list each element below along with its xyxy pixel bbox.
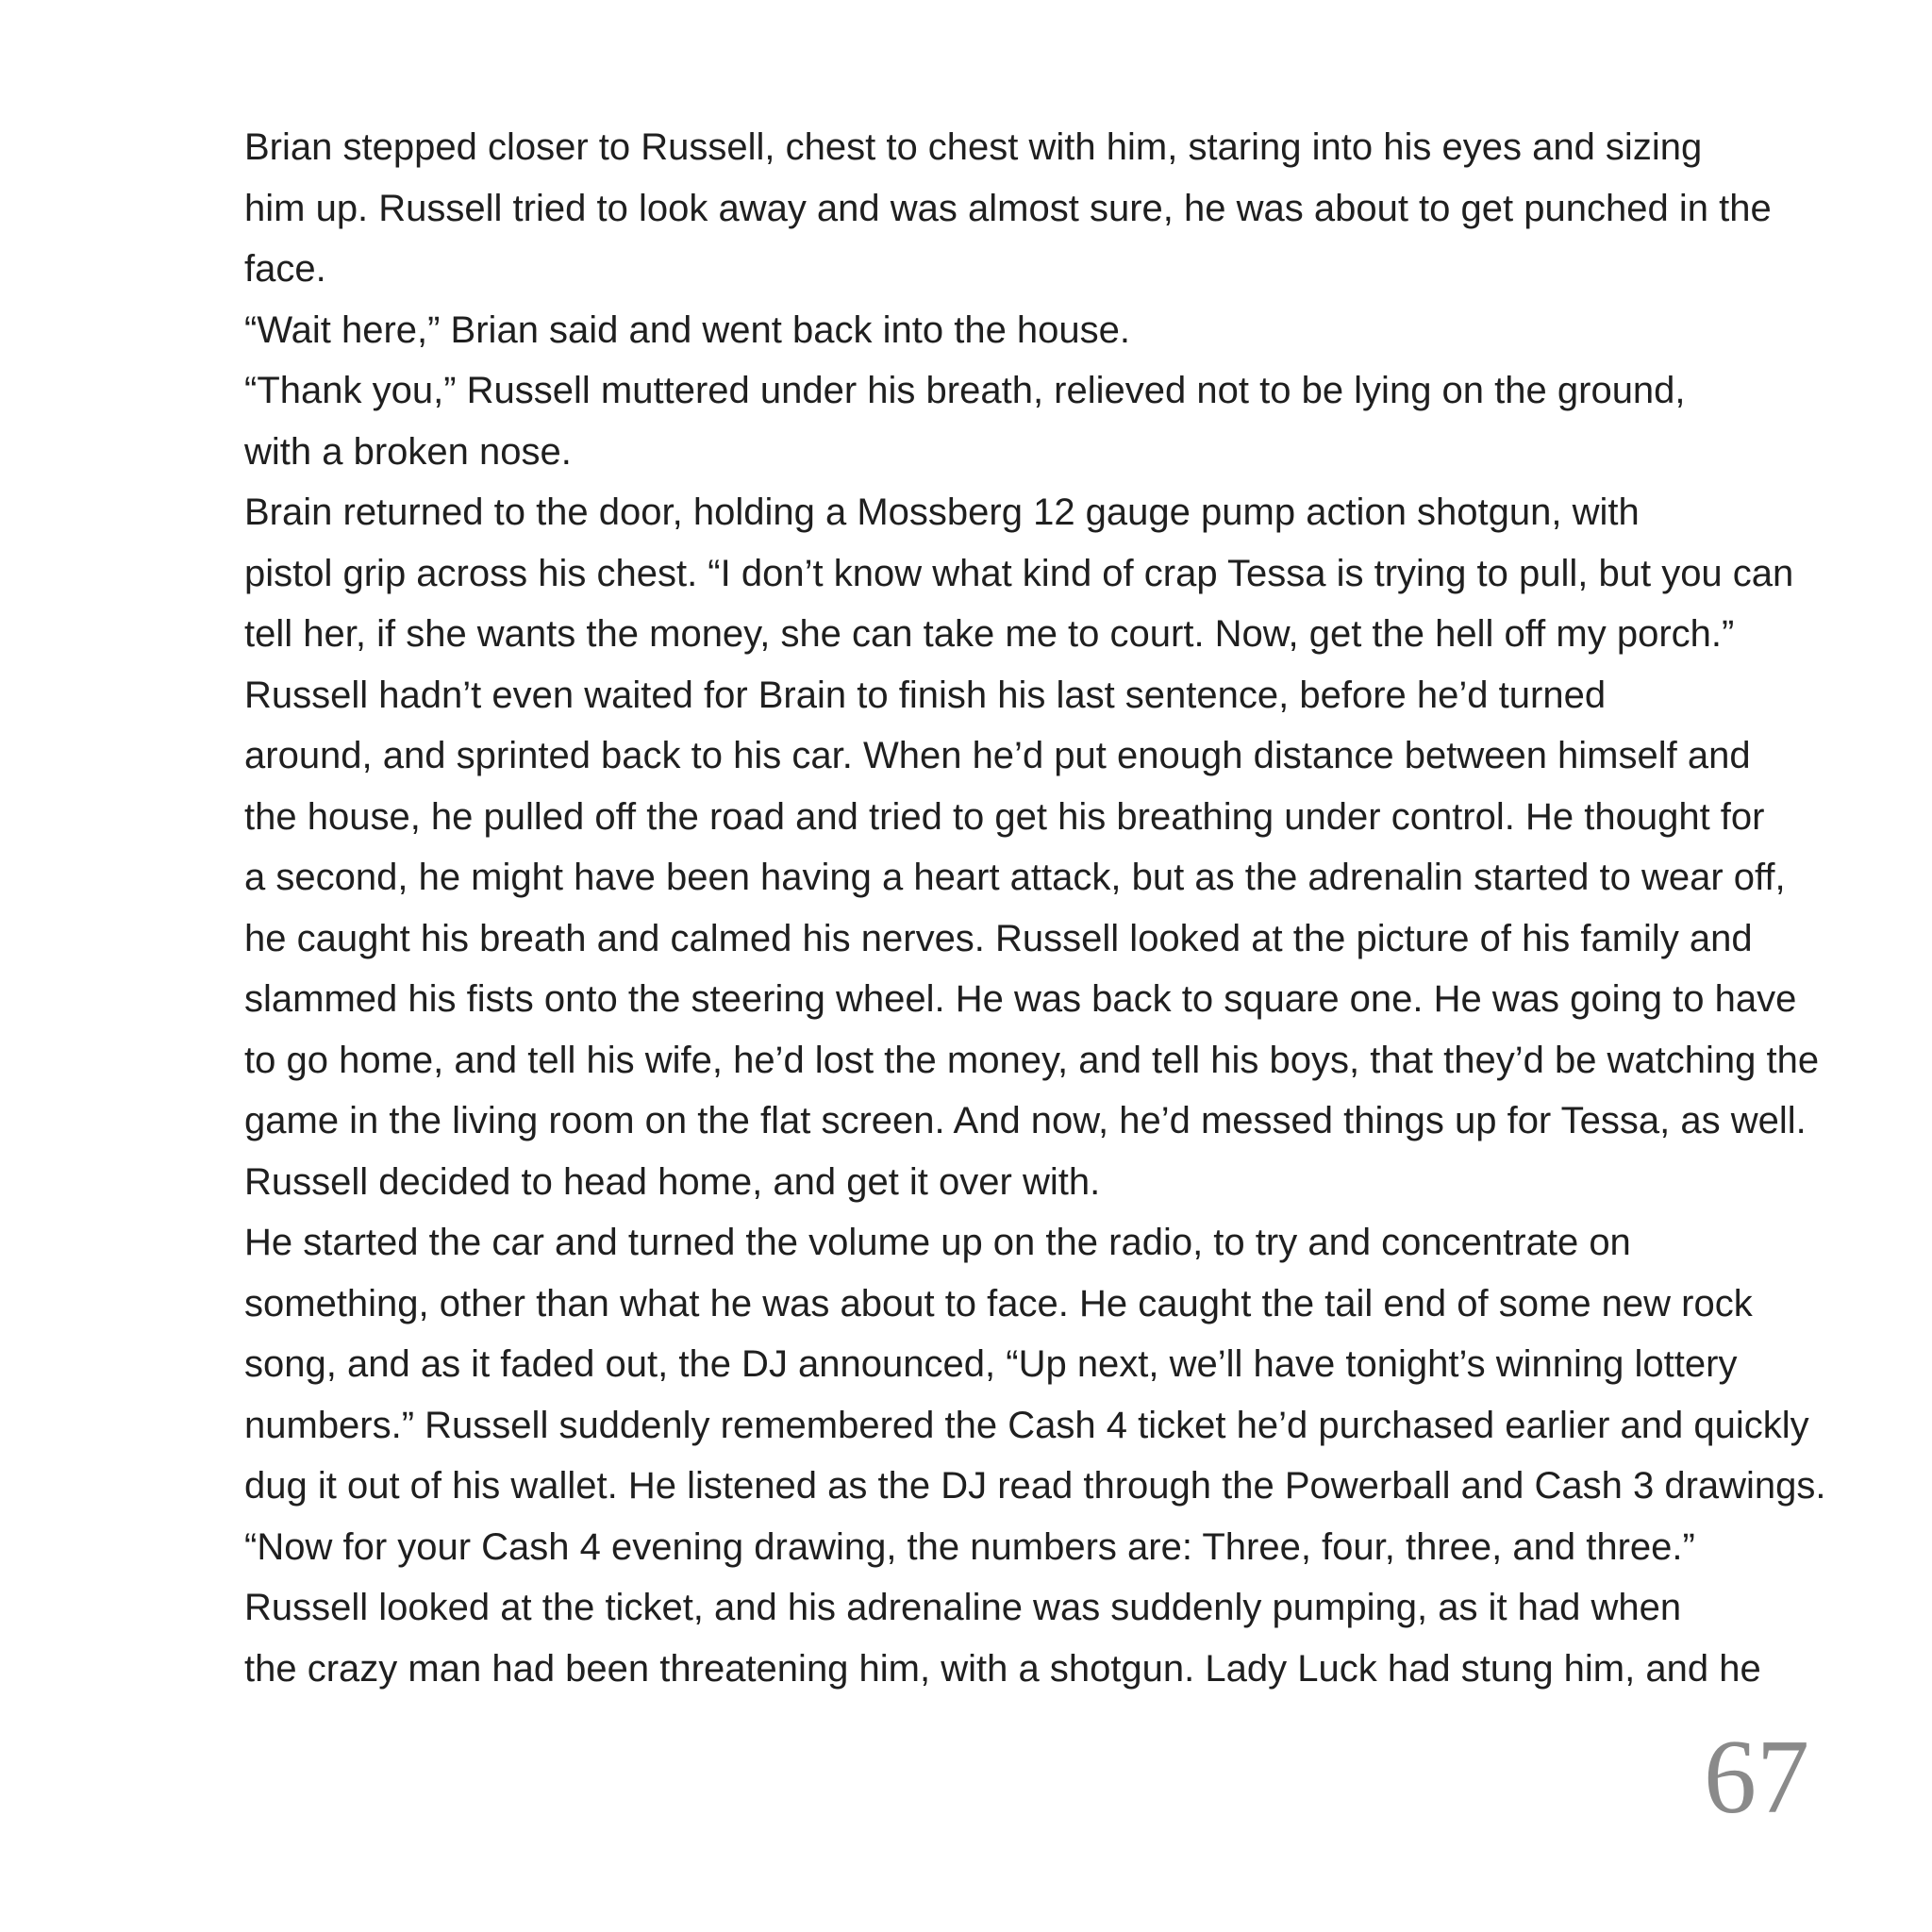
paragraph <box>122 117 1840 300</box>
text-line: pistol grip across his chest. “I don’t know what kind of crap Tessa is trying to pull, but you can <box>244 552 1794 594</box>
text-line: Brain returned to the door, holding a Mossberg 12 gauge pump action shotgun, with <box>244 491 1640 533</box>
paragraph <box>122 360 1840 482</box>
text-line: song, and as it faded out, the DJ announced, “Up next, we’ll have tonight’s winning lottery <box>244 1343 1738 1385</box>
text-line: Brian stepped closer to Russell, chest to chest with him, staring into his eyes and sizing <box>244 126 1703 168</box>
text-line: face. <box>244 248 326 290</box>
text-line: the house, he pulled off the road and tried to get his breathing under control. He thought for <box>244 795 1765 838</box>
text-line: to go home, and tell his wife, he’d lost the money, and tell his boys, that they’d be watching the <box>244 1039 1820 1081</box>
text-line: with a broken nose. <box>244 430 572 473</box>
paragraph <box>122 482 1840 665</box>
paragraph <box>122 1212 1840 1517</box>
paragraph <box>122 1577 1840 1699</box>
text-line: him up. Russell tried to look away and was almost sure, he was about to get punched in the <box>244 187 1772 229</box>
text-line: numbers.” Russell suddenly remembered the Cash 4 ticket he’d purchased earlier and quickly <box>244 1404 1809 1446</box>
text-line: game in the living room on the flat screen. And now, he’d messed things up for Tessa, as well. <box>244 1100 1807 1141</box>
text-line: dug it out of his wallet. He listened as the DJ read through the Powerball and Cash 3 drawings. <box>244 1465 1826 1507</box>
text-line: around, and sprinted back to his car. When he’d put enough distance between himself and <box>244 735 1751 776</box>
page-number: 67 <box>1704 1719 1809 1836</box>
text-line: “Wait here,” Brian said and went back into the house. <box>244 308 1131 351</box>
text-line: Russell hadn’t even waited for Brain to finish his last sentence, before he’d turned <box>244 674 1607 716</box>
text-line: tell her, if she wants the money, she can take me to court. Now, get the hell off my porch.” <box>244 613 1735 655</box>
text-line: a second, he might have been having a heart attack, but as the adrenalin started to wear off, <box>244 857 1786 898</box>
paragraph <box>122 300 1840 361</box>
text-line: He started the car and turned the volume up on the radio, to try and concentrate on <box>244 1222 1631 1263</box>
text-line: he caught his breath and calmed his nerves. Russell looked at the picture of his family and <box>244 917 1753 959</box>
paragraph <box>122 665 1840 1213</box>
text-line: the crazy man had been threatening him, with a shotgun. Lady Luck had stung him, and he <box>244 1647 1761 1690</box>
paragraph <box>122 1517 1840 1578</box>
body-text <box>122 117 1840 1699</box>
text-line: Russell looked at the ticket, and his adrenaline was suddenly pumping, as it had when <box>244 1587 1682 1628</box>
text-line: “Now for your Cash 4 evening drawing, the numbers are: Three, four, three, and three.” <box>244 1525 1695 1568</box>
text-line: Russell decided to head home, and get it over with. <box>244 1160 1101 1203</box>
text-line: slammed his fists onto the steering wheel. He was back to square one. He was going to have <box>244 978 1797 1020</box>
text-line: something, other than what he was about to face. He caught the tail end of some new rock <box>244 1282 1753 1324</box>
text-line: “Thank you,” Russell muttered under his breath, relieved not to be lying on the ground, <box>244 370 1686 411</box>
